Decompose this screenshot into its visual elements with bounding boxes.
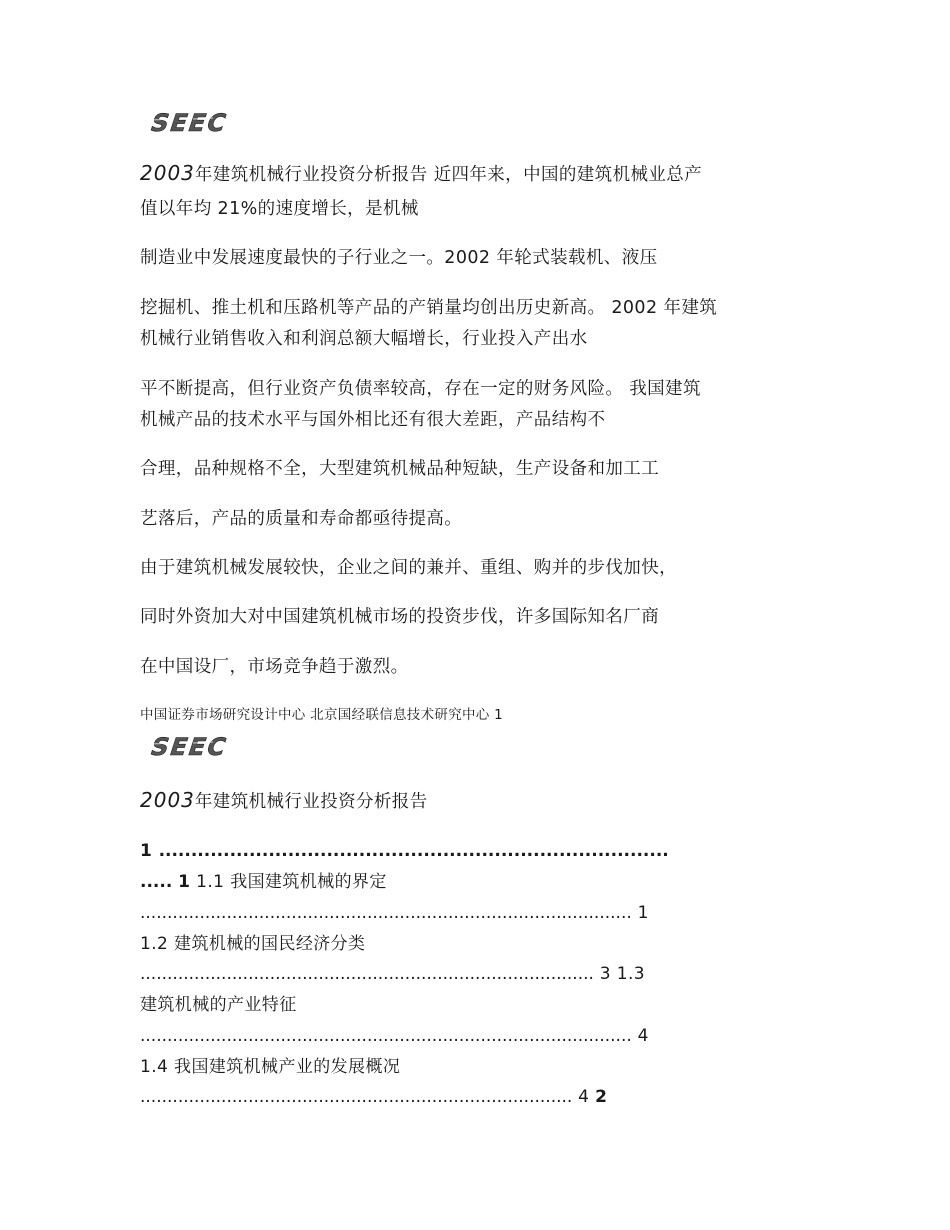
seec-logo [143,106,283,140]
svg-text:SEEC: SEEC [146,108,232,137]
toc-dots: ........................................................................................... [140,1026,632,1046]
toc-chapter-number: 2 [595,1087,608,1107]
intro-line-5: 机械行业销售收入和利润总额大幅增长，行业投入产出水 [140,329,588,349]
intro-line-12: 在中国设厂，市场竞争趋于激烈。 [140,657,409,677]
report-year-2: 2003 [140,788,195,812]
toc-entry-1-1[interactable]: 1.1 我国建筑机械的界定 [196,872,387,892]
report-year: 2003 [140,161,195,185]
intro-line-8: 合理，品种规格不全，大型建筑机械品种短缺，生产设备和加工工 [140,459,660,479]
toc-line-7 [140,1024,649,1048]
toc-entry-1-3[interactable]: 建筑机械的产业特征 [140,995,297,1015]
intro-line-1 [140,160,702,188]
toc-line-3 [140,901,649,925]
toc-line-9 [140,1085,607,1109]
toc-line-1 [140,839,669,863]
intro-line-4: 挖掘机、推土机和压路机等产品的产销量均创出历史新高。 2002 年建筑 [140,298,718,318]
seec-logo-2 [143,730,283,764]
toc-dots: .................................................................................... [140,964,594,984]
toc-line-2 [140,870,387,894]
toc-page-number: 1 [637,903,649,923]
intro-line-10: 由于建筑机械发展较快，企业之间的兼并、重组、购并的步伐加快， [140,558,677,578]
intro-line-6: 平不断提高，但行业资产负债率较高，存在一定的财务风险。 我国建筑 [140,379,701,399]
report-title-text: 年建筑机械行业投资分析报告 [194,792,428,812]
intro-line-2: 值以年均 21%的速度增长，是机械 [140,199,419,219]
toc-chapter-number: 1 [140,841,153,861]
toc-page-number: 3 1.3 [599,964,645,984]
intro-line-9: 艺落后，产品的质量和寿命都亟待提高。 [140,509,463,529]
intro-text: 年建筑机械行业投资分析报告 近四年来，中国的建筑机械业总产 [194,165,703,185]
page-footer: 中国证券市场研究设计中心 北京国经联信息技术研究中心 1 [140,707,504,723]
toc-dots: ........................................................................................... [140,903,632,923]
toc-dots: ..... [140,872,173,892]
report-title [140,787,428,815]
intro-line-7: 机械产品的技术水平与国外相比还有很大差距，产品结构不 [140,410,606,430]
toc-dots: ............................................................................... [158,841,669,861]
toc-line-5 [140,962,645,986]
toc-entry-1-2[interactable]: 1.2 建筑机械的国民经济分类 [140,934,366,954]
toc-dots: ................................................................................ [140,1087,573,1107]
toc-page-number: 1 [178,872,191,892]
toc-page-number: 4 [637,1026,649,1046]
svg-text:SEEC: SEEC [146,732,232,761]
intro-line-3: 制造业中发展速度最快的子行业之一。2002 年轮式装载机、液压 [140,248,658,268]
toc-entry-1-4[interactable]: 1.4 我国建筑机械产业的发展概况 [140,1057,401,1077]
toc-page-number: 4 [578,1087,590,1107]
intro-line-11: 同时外资加大对中国建筑机械市场的投资步伐，许多国际知名厂商 [140,607,660,627]
